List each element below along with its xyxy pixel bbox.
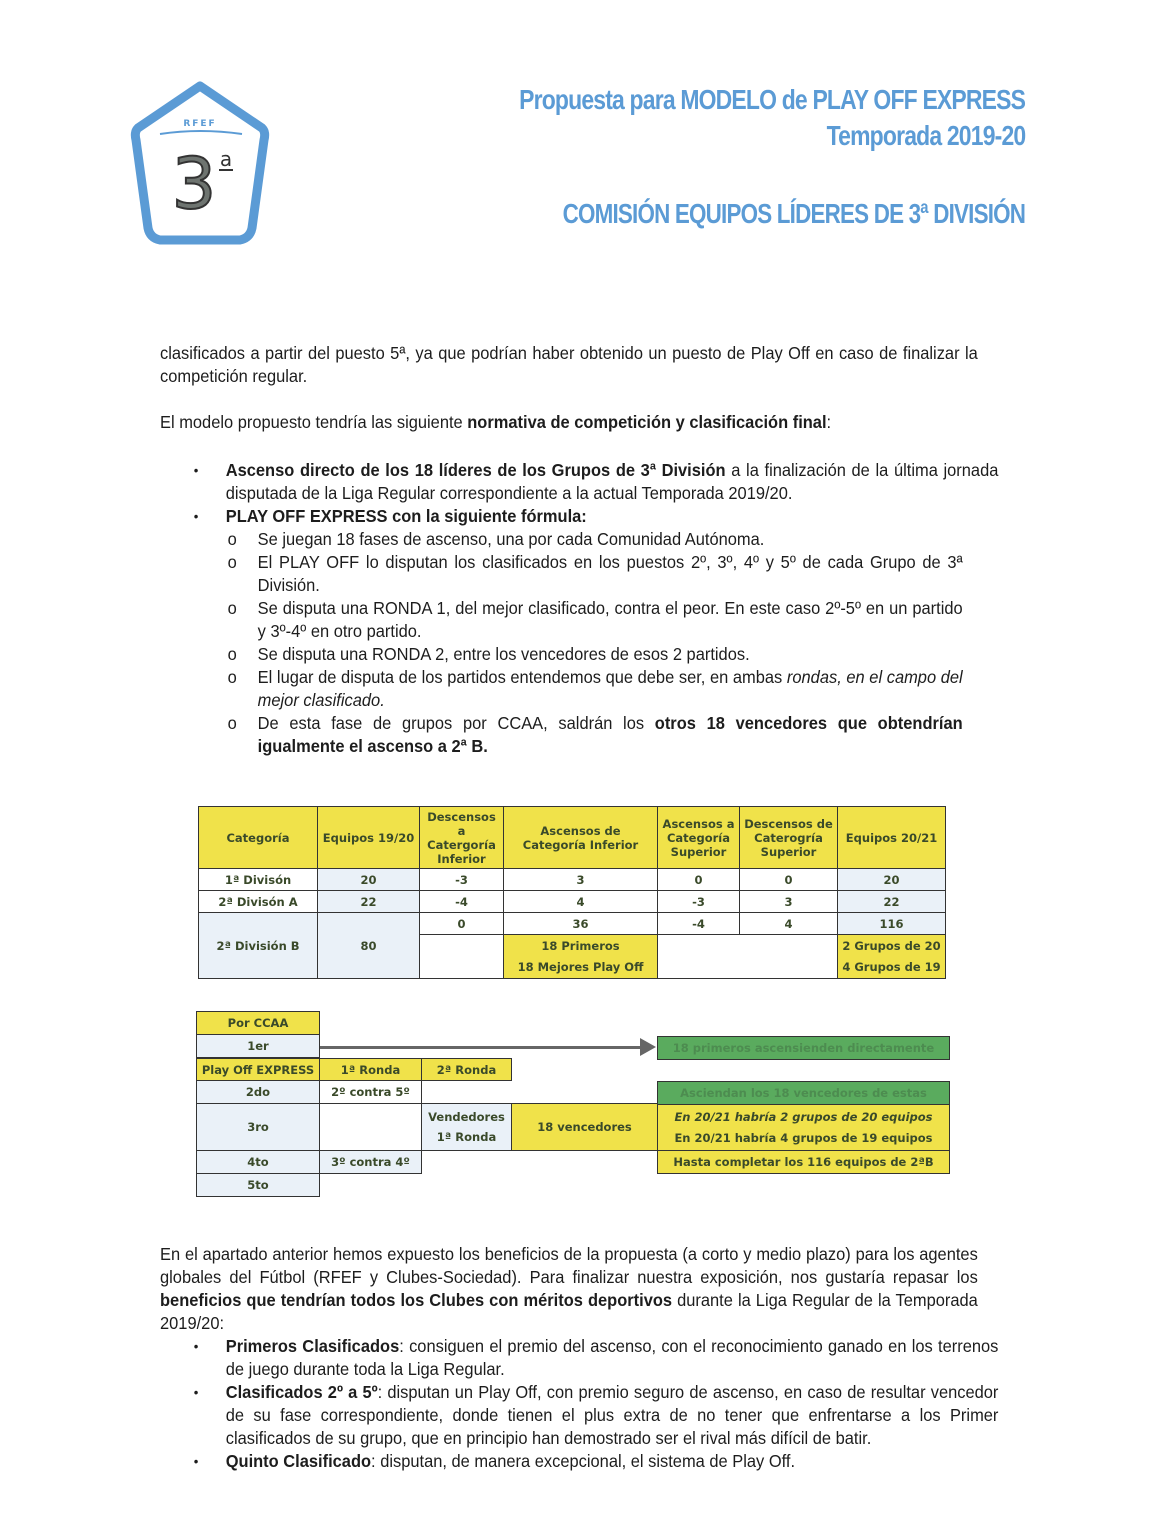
direct-promotion-box: 18 primeros ascensienden directamente xyxy=(657,1036,950,1060)
match-3v4: 3º contra 4º xyxy=(319,1150,422,1174)
table-row: 2ª División B 80 0 36 -4 4 116 xyxy=(199,913,946,935)
svg-text:3: 3 xyxy=(171,143,217,225)
sub-item: o Se disputa una RONDA 1, del mejor clasificado, contra el peor. En este caso 2º-5º en un partido y 3º-4º en otro partido. xyxy=(228,597,963,643)
table-row: 1ª Divisón 20 -3 3 0 0 20 xyxy=(199,869,946,891)
col-header: Equipos 19/20 xyxy=(318,807,420,869)
complete-teams-box: Hasta completar los 116 equipos de 2ªB xyxy=(657,1150,950,1174)
col-header: Descensos de Caterogría Superior xyxy=(740,807,838,869)
sub-item: o Se juegan 18 fases de ascenso, una por cada Comunidad Autónoma. xyxy=(228,528,963,551)
table-row: 2ª Divisón A 22 -4 4 -3 3 22 xyxy=(199,891,946,913)
document-title: Propuesta para MODELO de PLAY OFF EXPRESS xyxy=(518,84,1025,115)
sub-item: o El PLAY OFF lo disputan los clasificados en los puestos 2º, 3º, 4º y 5º de cada Grupo de 3ª División. xyxy=(228,551,963,597)
final-winners-cell: 18 vencedores xyxy=(511,1103,658,1151)
arrow-icon xyxy=(320,1046,650,1049)
playoff-header: Play Off EXPRESS xyxy=(196,1058,320,1081)
rule-direct-promotion: • Ascenso directo de los 18 líderes de los Grupos de 3ª División a la finalización de la última jornada disputada de la Liga Regular correspondiente a la actual Temporada 2019/20. xyxy=(190,459,998,505)
fourth-place-cell: 4to xyxy=(196,1150,320,1174)
col-header: Ascensos a Categoría Superior xyxy=(658,807,740,869)
third-place-cell: 3ro xyxy=(196,1103,320,1151)
benefit-fifth-place: • Quinto Clasificado: disputan, de manera excepcional, el sistema de Play Off. xyxy=(190,1450,998,1473)
round2-header: 2ª Ronda xyxy=(421,1058,512,1081)
round1-header: 1ª Ronda xyxy=(319,1058,422,1081)
commission-subtitle: COMISIÓN EQUIPOS LÍDERES DE 3ª DIVISIÓN xyxy=(562,198,1025,229)
por-ccaa-header: Por CCAA xyxy=(196,1011,320,1035)
closing-paragraph: En el apartado anterior hemos expuesto los beneficios de la propuesta (a corto y medio plazo) para los agentes globales del Fútbol (RFEF y Clubes-Sociedad). Para finalizar nuestra exposición, nos gustaría repasar los beneficios que tendrían todos los Clubes con méritos deportivos durante la Liga Regular de la Temporada 2019/20: xyxy=(160,1244,978,1333)
sub-item: o Se disputa una RONDA 2, entre los vencedores de esos 2 partidos. xyxy=(228,643,963,666)
group-options-box: En 20/21 habría 2 grupos de 20 equipos En 20/21 habría 4 grupos de 19 equipos xyxy=(657,1104,950,1151)
second-place-cell: 2do xyxy=(196,1080,320,1104)
arrow-head-icon xyxy=(640,1038,656,1056)
match-2v5: 2º contra 5º xyxy=(319,1080,422,1104)
sub-item: o De esta fase de grupos por CCAA, saldrán los otros 18 vencedores que obtendrían igualmente el ascenso a 2ª B. xyxy=(228,712,963,758)
benefits-list xyxy=(190,1335,998,1473)
fifth-place-cell: 5to xyxy=(196,1173,320,1197)
intro-paragraph-2: El modelo propuesto tendría las siguiente normativa de competición y clasificación final: xyxy=(160,412,832,432)
benefit-2nd-5th: • Clasificados 2º a 5º: disputan un Play Off, con premio seguro de ascenso, en caso de resultar vencedor de su fase correspondiente, donde tienen el plus extra de no tener que enfrentarse a los Primer clasificados de su grupo, que en principio han demostrado ser el rival más difícil de batir. xyxy=(190,1381,998,1450)
col-header: Ascensos de Categoría Inferior xyxy=(504,807,658,869)
winners-promotion-box: Asciendan los 18 vencedores de estas xyxy=(657,1081,950,1105)
sub-item: o El lugar de disputa de los partidos entendemos que debe ser, en ambas rondas, en el campo del mejor clasificado. xyxy=(228,666,963,712)
benefit-first-place: • Primeros Clasificados: consiguen el premio del ascenso, con el reconocimiento ganado en los terrenos de juego durante toda la Liga Regular. xyxy=(190,1335,998,1381)
rule-playoff-express: • PLAY OFF EXPRESS con la siguiente fórmula: xyxy=(190,505,998,528)
intro-paragraph-1: clasificados a partir del puesto 5ª, ya que podrían haber obtenido un puesto de Play Off en caso de finalizar la competición regular. xyxy=(160,343,978,386)
col-header: Descensos a Catergoría Inferior xyxy=(420,807,504,869)
col-header: Categoría xyxy=(199,807,318,869)
col-header: Equipos 20/21 xyxy=(838,807,946,869)
svg-text:RFEF: RFEF xyxy=(183,119,217,129)
first-place-cell: 1er xyxy=(196,1034,320,1058)
svg-text:a: a xyxy=(219,147,233,171)
season-title: Temporada 2019-20 xyxy=(826,120,1025,151)
round1-winners-cell: Vendedores 1ª Ronda xyxy=(421,1103,512,1151)
table-row: 18 Primeros 18 Mejores Play Off 2 Grupos de 20 4 Grupos de 19 xyxy=(199,935,946,979)
